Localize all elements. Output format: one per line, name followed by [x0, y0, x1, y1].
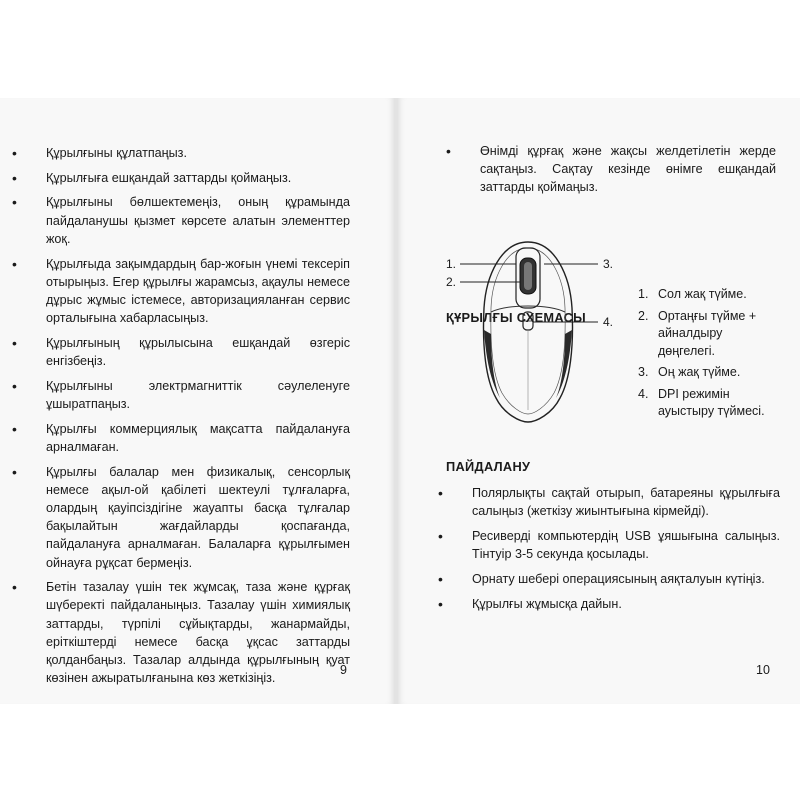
callout-4: 4. — [603, 315, 614, 329]
list-item: • Өнімді құрғақ және жақсы желдетілетін жерде сақтаңыз. Сақтау кезінде өнімге ешқандай заттарды қоймаңыз. — [446, 142, 776, 197]
scroll-wheel-highlight — [524, 262, 532, 290]
legend-item: 1. Сол жақ түйме. — [638, 287, 747, 301]
left-page — [0, 98, 394, 704]
list-item: • Полярлықты сақтай отырып, батареяны құрылғыға салыңыз (жеткізу жиынтығына кірмейді). — [438, 484, 780, 520]
page-number: 9 — [340, 663, 347, 677]
list-item: • Құрылғыны бөлшектемеңіз, оның құрамында пайдаланушы қызмет көрсете алатын элементтер жоқ. — [12, 193, 350, 248]
list-item: • Бетін тазалау үшін тек жұмсақ, таза және құрғақ шүберекті пайдаланыңыз. Тазалау үшін химиялық заттарды, түрпілі сұйықтарды, жанармайды, еріткіштерді немесе басқа ұқсас заттарды қолданбаңыз. Тазалар алдында құрылғының қуат көзінен ажыратылғанына көз жеткізіңіз. — [12, 578, 350, 687]
button-split-line — [491, 306, 565, 312]
list-item: • Құрылғы жұмысқа дайын. — [438, 595, 780, 613]
legend-item: 2. Ортаңғы түйме + айналдыру дөңгелегі. — [638, 308, 757, 358]
safety-list — [12, 144, 350, 694]
parts-legend — [638, 286, 778, 425]
list-item: • Құрылғы коммерциялық мақсатта пайдалануға арналмаған. — [12, 420, 350, 456]
booklet-spread — [0, 98, 800, 704]
callout-2: 2. — [446, 275, 457, 289]
list-item: • Құрылғының құрылысына ешқандай өзгеріс енгізбеңіз. — [12, 334, 350, 370]
callout-3: 3. — [603, 257, 614, 271]
list-item: • Құрылғыны электрмагниттік сәулеленуге ұшыратпаңыз. — [12, 377, 350, 413]
legend-item: 3. Оң жақ түйме. — [638, 365, 741, 379]
list-item: • Құрылғы балалар мен физикалық, сенсорлық немесе ақыл-ой қабілеті шектеулі тұлғаларға, олардың қауіпсіздігіне жауапты басқа тұлғалар бақылайтын жағдайларды қоспағанда, пайдалануға арналмаған. Балаларға құрылғымен ойнауға рұқсат бермеңіз. — [12, 463, 350, 572]
list-item: • Құрылғыға ешқандай заттарды қоймаңыз. — [12, 169, 350, 187]
list-item: • Құрылғыда зақымдардың бар-жоғын үнемі тексеріп отырыңыз. Егер құрылғы жарамсыз, ақаулы немесе дұрыс жұмыс істемесе, авторизацияланған сервис орталығына хабарласыңыз. — [12, 255, 350, 328]
right-page — [398, 98, 800, 704]
scheme-title: ҚҰРЫЛҒЫ СХЕМАСЫ — [446, 310, 586, 325]
list-item: • Ресиверді компьютердің USB ұяшығына салыңыз. Тінтуір 3-5 секунда қосылады. — [438, 527, 780, 563]
usage-title: ПАЙДАЛАНУ — [446, 459, 531, 474]
usage-list — [438, 484, 780, 619]
list-item: • Құрылғыны құлатпаңыз. — [12, 144, 350, 162]
legend-item: 4. DPI режимін ауыстыру түймесі. — [638, 386, 765, 418]
callout-1: 1. — [446, 257, 457, 271]
page-number: 10 — [756, 663, 770, 677]
list-item: • Орнату шебері операциясының аяқталуын күтіңіз. — [438, 570, 780, 588]
